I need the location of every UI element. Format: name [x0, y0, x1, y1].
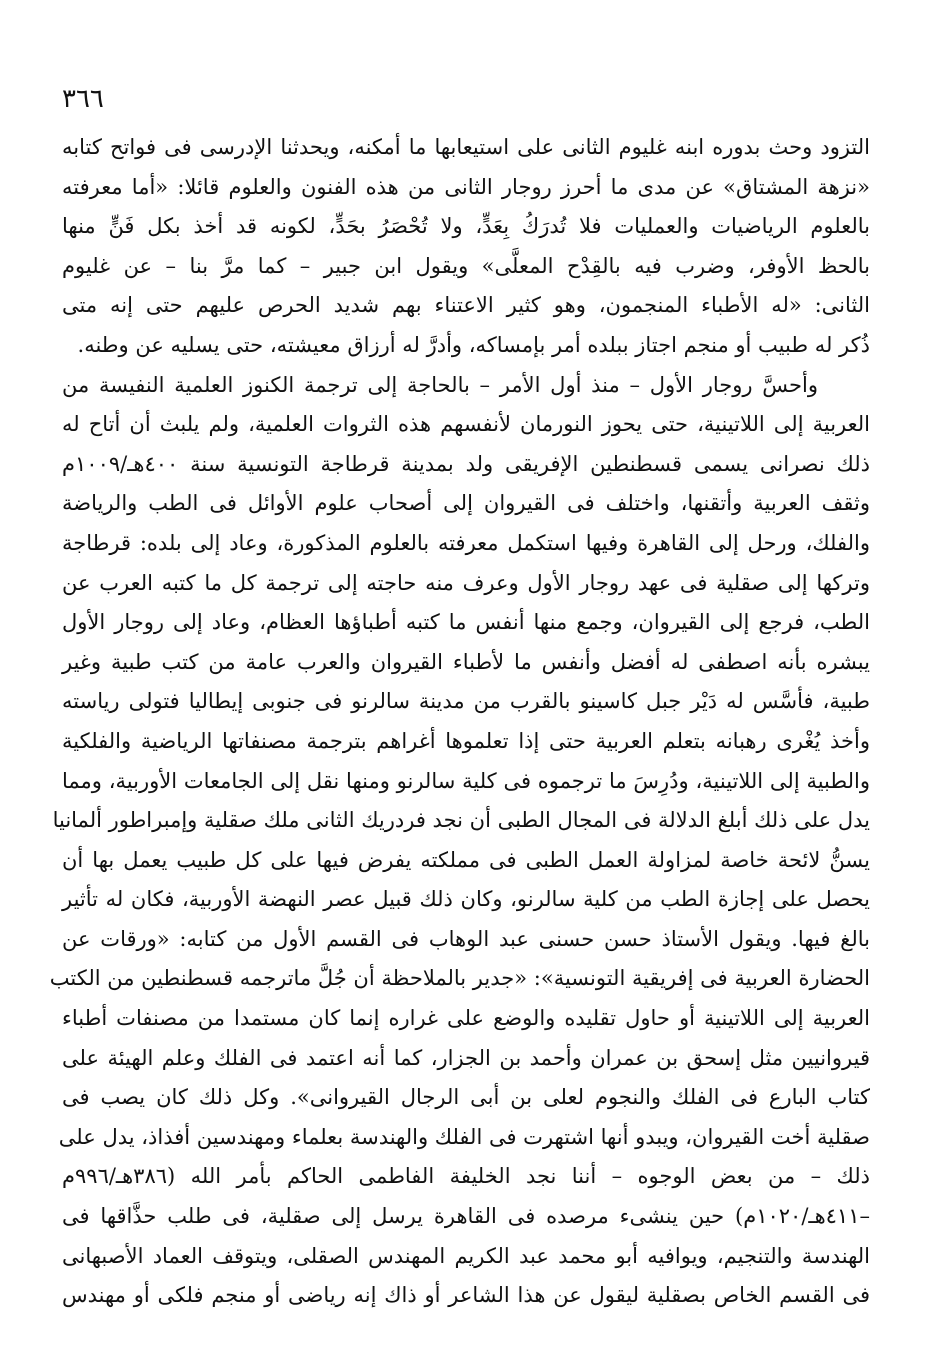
text-line: العربية إلى اللاتينية، حتى يحوز النورمان لأنفسهم هذه الثروات العلمية، ولم يلبث أن أتاح له — [62, 412, 870, 437]
text-line: بالحظ الأوفر، وضرب فيه بالقِدْح المعلَّى» ويقول ابن جبير – كما مرَّ بنا – عن غليوم — [62, 253, 870, 278]
text-line: يدل على ذلك أبلغ الدلالة فى المجال الطبى أن نجد فردريك الثانى ملك صقلية وإمبراطور ألمانيا — [52, 808, 870, 833]
text-line: وثقف العربية وأتقنها، واختلف فى القيروان إلى أصحاب علوم الأوائل فى الطب والرياضة — [62, 491, 870, 516]
text-line: بالعلوم الرياضيات والعمليات فلا تُدرَكُ بِعَدٍّ، ولا تُحْصَرُ بحَدٍّ، لكونه قد أخذ بكل فَنٍّ منها — [62, 214, 870, 239]
text-line: العربية إلى اللاتينية أو حاول تقليده والوضع على غراره إنما كان مستمدا من مصنفات أطباء — [62, 1006, 870, 1031]
body-text — [49, 128, 870, 1316]
paragraph-start-line: وأحسَّ روجار الأول – منذ أول الأمر – بالحاجة إلى ترجمة الكنوز العلمية النفيسة من — [62, 372, 818, 397]
text-line: وأخذ يُغْرى رهبانه بتعلم العربية حتى إذا تعلموها أغراهم بترجمة مصنفاتها الرياضية والفلكية — [62, 728, 870, 753]
text-line: –٤١١هـ/١٠٢٠م) حين ينشىء مرصده فى القاهرة يرسل إلى صقلية، فى طلب حذَّاقها فى — [62, 1204, 870, 1229]
text-line: يحصل على إجازة الطب من كلية سالرنو، وكان ذلك قبيل عصر النهضة الأوربية، فكان له تأثير — [62, 887, 870, 912]
text-line: وتركها إلى صقلية فى عهد روجار الأول وعرف منه حاجته إلى ترجمة كل ما كتبه العرب عن — [62, 570, 870, 595]
text-line: كتاب البارع فى الفلك والنجوم لعلى بن أبى الرجال القيروانى». وكل ذلك كان يصب فى — [62, 1085, 870, 1110]
text-line: يبشره بأنه اصطفى له أفضل وأنفس ما لأطباء القيروان والعرب عامة من كتب طبية وغير — [62, 649, 870, 674]
text-line: الهندسة والتنجيم، ويوافيه أبو محمد عبد الكريم المهندس الصقلى، ويتوقف العماد الأصبهانى — [62, 1243, 870, 1268]
text-line: بالغ فيها. ويقول الأستاذ حسن حسنى عبد الوهاب فى القسم الأول من كتابه: «ورقات عن — [62, 926, 870, 951]
page-number: ٣٦٦ — [62, 84, 104, 114]
text-line: الثانى: «له الأطباء المنجمون، وهو كثير الاعتناء بهم شديد الحرص عليهم حتى إنه متى — [62, 293, 870, 318]
text-line: ذلك نصرانى يسمى قسطنطين الإفريقى ولد بمدينة قرطاجة التونسية سنة ٤٠٠هـ/١٠٠٩م — [62, 451, 870, 476]
text-line: يسنُّ لائحة خاصة لمزاولة العمل الطبى فى مملكته يفرض فيها على كل طبيب يعمل بها أن — [62, 847, 870, 872]
text-line: الحضارة العربية فى إفريقية التونسية»: «جدير بالملاحظة أن جُلَّ ماترجمه قسطنطين من الكتب — [49, 966, 870, 991]
paragraph-end-line: ذُكر له طبيب أو منجم اجتاز ببلده أمر بإمساكه، وأدرَّ له أرزاق معيشته، حتى يسليه عن وطنه. — [77, 332, 870, 357]
text-line: «نزهة المشتاق» عن مدى ما أحرز روجار الثانى من هذه الفنون والعلوم قائلا: «أما معرفته — [62, 174, 870, 199]
text-line: ذلك – من بعض الوجوه – أننا نجد الخليفة الفاطمى الحاكم بأمر الله (٣٨٦هـ/٩٩٦م — [62, 1164, 870, 1189]
text-line: والطبية إلى اللاتينية، ودُرِسَ ما ترجموه فى كلية سالرنو ومنها نقل إلى الجامعات الأوربية، ومما — [62, 768, 870, 793]
text-line: فى القسم الخاص بصقلية ليقول عن هذا الشاعر أو ذاك إنه رياضى أو منجم فلكى أو مهندس — [62, 1283, 870, 1308]
text-line: صقلية أخت القيروان، ويبدو أنها اشتهرت فى الفلك والهندسة بعلماء ومهندسين أفذاذ، يدل على — [58, 1124, 870, 1149]
text-line: الطب، فرجع إلى القيروان، وجمع منها أنفس ما كتبه أطباؤها العظام، وعاد إلى روجار الأول — [62, 610, 870, 635]
text-line: طبية، فأسَّس له دَيْر جبل كاسينو بالقرب من مدينة سالرنو فى جنوبى إيطاليا فتولى رياسته — [62, 689, 870, 714]
text-line: التزود وحث بدوره ابنه غليوم الثانى على استيعابها ما أمكنه، ويحدثنا الإدرسى فى فواتح كتابه — [62, 135, 870, 159]
text-line: قيروانيين مثل إسحق بن عمران وأحمد بن الجزار، كما أنه اعتمد فى الفلك وعلم الهيئة على — [62, 1045, 870, 1070]
text-line: والفلك، ورحل إلى القاهرة وفيها استكمل معرفته بالعلوم المذكورة، وعاد إلى بلده: قرطاجة — [62, 530, 870, 555]
